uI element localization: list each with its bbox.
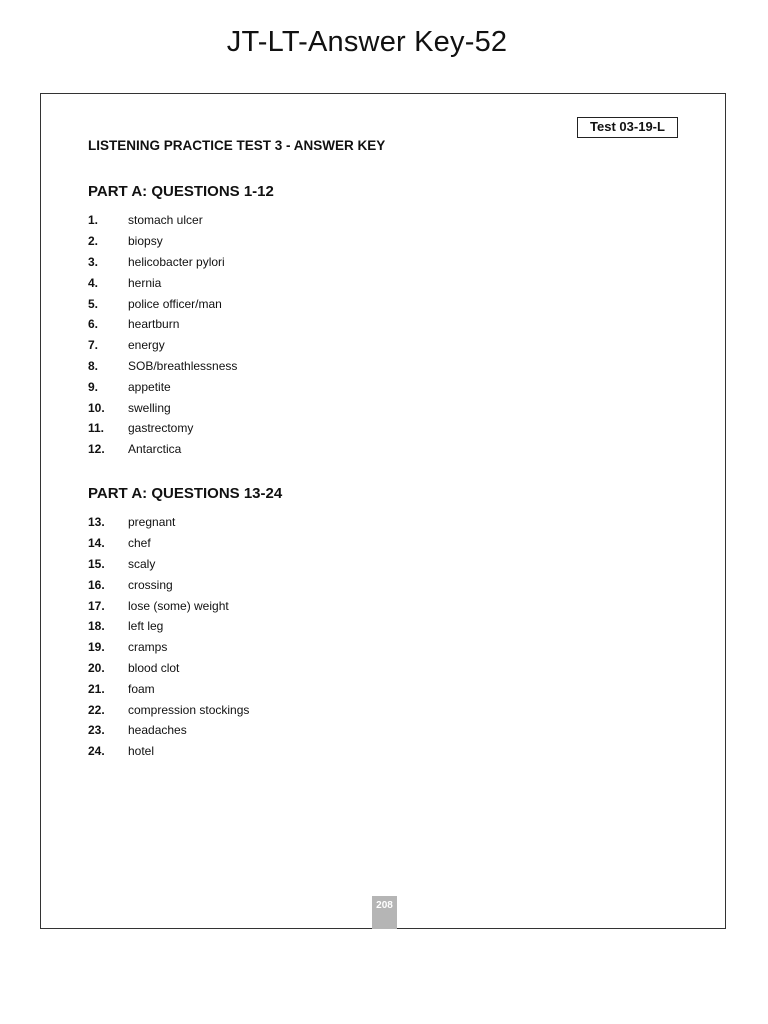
answer-text: police officer/man: [128, 296, 222, 311]
question-number: 13.: [88, 515, 105, 530]
answer-row: [88, 293, 237, 314]
answer-row: [88, 314, 237, 335]
test-code-badge: Test 03-19-L: [577, 117, 678, 138]
section-heading-part-a-1-12: PART A: QUESTIONS 1-12: [88, 183, 274, 200]
answer-row: [88, 699, 249, 720]
answer-text: hotel: [128, 744, 155, 759]
answer-text: lose (some) weight: [128, 598, 229, 613]
question-number: 7.: [88, 338, 99, 353]
answer-text: appetite: [128, 379, 171, 394]
answer-list-1-12: [88, 210, 237, 460]
answer-row: [88, 512, 249, 533]
answer-row: [88, 210, 237, 231]
answer-text: SOB/breathlessness: [128, 358, 238, 373]
question-number: 10.: [88, 400, 105, 415]
question-number: 17.: [88, 598, 105, 613]
answer-text: heartburn: [128, 317, 180, 332]
answer-text: gastrectomy: [128, 421, 194, 436]
question-number: 12.: [88, 442, 105, 457]
answer-text: Antarctica: [128, 442, 182, 457]
answer-row: [88, 533, 249, 554]
question-number: 5.: [88, 296, 99, 311]
answer-text: chef: [128, 536, 151, 551]
question-number: 18.: [88, 619, 105, 634]
page-number: 208: [372, 896, 397, 929]
answer-text: left leg: [128, 619, 164, 634]
answer-row: [88, 272, 237, 293]
question-number: 2.: [88, 234, 99, 249]
answer-text: hernia: [128, 275, 162, 290]
question-number: 23.: [88, 723, 105, 738]
question-number: 8.: [88, 358, 99, 373]
answer-row: [88, 335, 237, 356]
answer-row: [88, 741, 249, 762]
answer-text: helicobacter pylori: [128, 254, 225, 269]
answer-row: [88, 574, 249, 595]
answer-row: [88, 376, 237, 397]
answer-row: [88, 397, 237, 418]
answer-row: [88, 595, 249, 616]
answer-text: stomach ulcer: [128, 213, 203, 228]
question-number: 9.: [88, 379, 99, 394]
answer-text: blood clot: [128, 660, 180, 675]
question-number: 11.: [88, 421, 105, 436]
question-number: 14.: [88, 536, 105, 551]
answer-text: biopsy: [128, 234, 163, 249]
question-number: 1.: [88, 213, 99, 228]
answer-row: [88, 658, 249, 679]
answer-text: scaly: [128, 556, 156, 571]
answer-text: pregnant: [128, 515, 176, 530]
answer-text: cramps: [128, 640, 168, 655]
answer-key-title: LISTENING PRACTICE TEST 3 - ANSWER KEY: [88, 138, 386, 153]
answer-text: crossing: [128, 577, 173, 592]
question-number: 24.: [88, 744, 105, 759]
answer-text: headaches: [128, 723, 187, 738]
question-number: 20.: [88, 660, 105, 675]
question-number: 6.: [88, 317, 99, 332]
answer-text: energy: [128, 338, 165, 353]
answer-key-page: [40, 93, 726, 929]
question-number: 19.: [88, 640, 105, 655]
question-number: 15.: [88, 556, 105, 571]
answer-row: [88, 356, 237, 377]
answer-text: swelling: [128, 400, 171, 415]
question-number: 21.: [88, 681, 105, 696]
answer-row: [88, 720, 249, 741]
answer-row: [88, 637, 249, 658]
answer-text: compression stockings: [128, 702, 250, 717]
question-number: 22.: [88, 702, 105, 717]
answer-row: [88, 252, 237, 273]
answer-row: [88, 678, 249, 699]
answer-row: [88, 439, 237, 460]
question-number: 16.: [88, 577, 105, 592]
question-number: 3.: [88, 254, 99, 269]
answer-list-13-24: [88, 512, 249, 762]
question-number: 4.: [88, 275, 99, 290]
answer-row: [88, 554, 249, 575]
answer-row: [88, 418, 237, 439]
answer-row: [88, 616, 249, 637]
section-heading-part-a-13-24: PART A: QUESTIONS 13-24: [88, 485, 283, 502]
answer-row: [88, 231, 237, 252]
document-title: JT-LT-Answer Key-52: [226, 26, 508, 58]
answer-text: foam: [128, 681, 155, 696]
